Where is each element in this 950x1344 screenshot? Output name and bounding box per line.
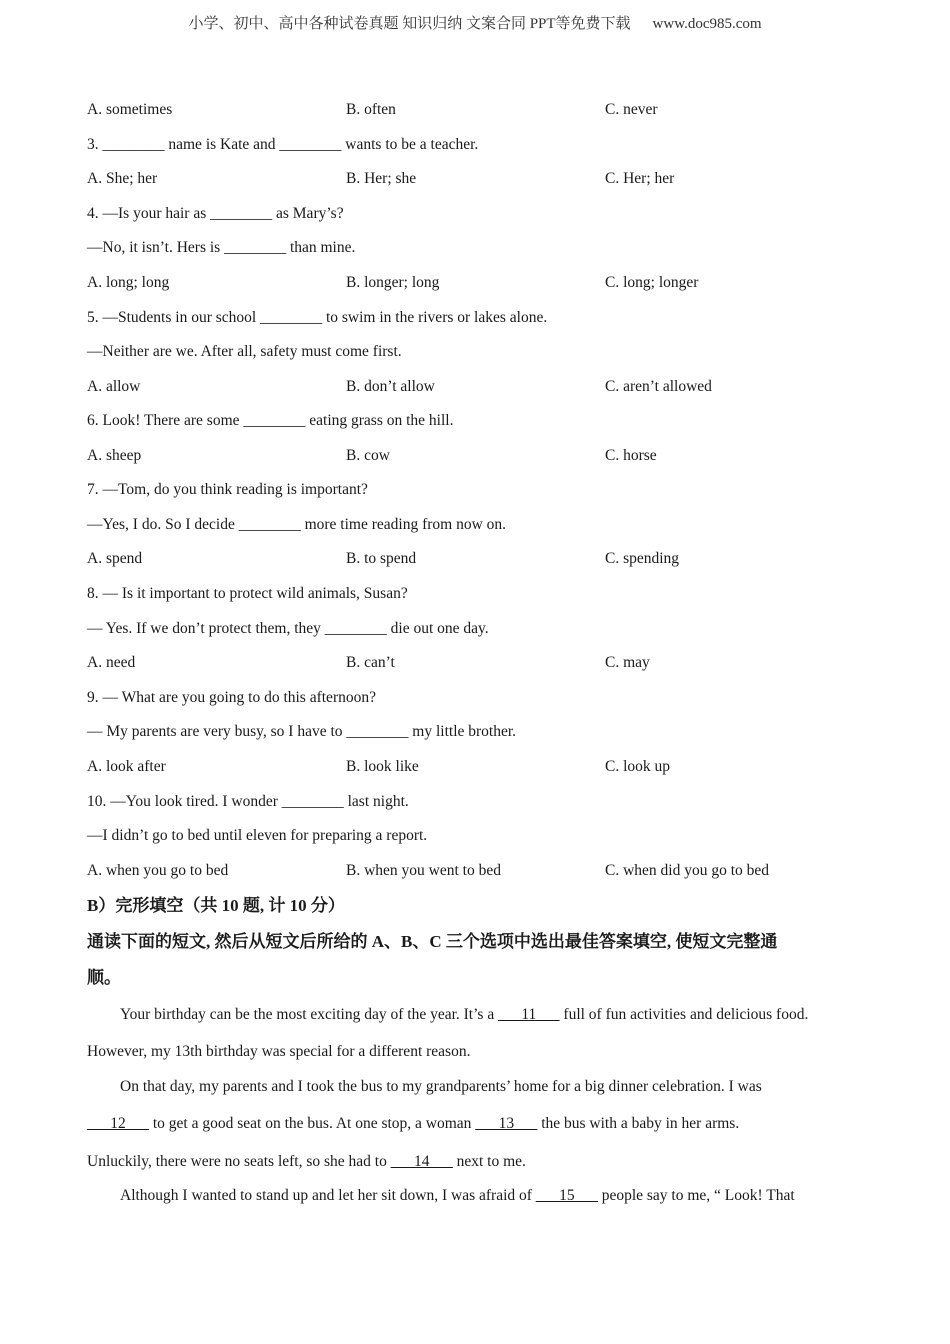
- section-b-instruction-2: 顺。: [87, 968, 121, 987]
- passage-text: Although I wanted to stand up and let her sit down, I was afraid of: [120, 1187, 536, 1204]
- q9-option-a: A. look after: [87, 758, 166, 775]
- q5-option-c: C. aren’t allowed: [605, 378, 712, 395]
- q8-option-c: C. may: [605, 654, 650, 671]
- q3-stem: 3. ________ name is Kate and ________ wants to be a teacher.: [87, 136, 479, 153]
- q8-option-b: B. can’t: [346, 654, 395, 671]
- header-url[interactable]: www.doc985.com: [652, 16, 762, 32]
- passage-line-4: [87, 1114, 739, 1134]
- q7-option-b: B. to spend: [346, 550, 417, 567]
- passage-line-1: [120, 1005, 808, 1025]
- q4-stem: 4. —Is your hair as ________ as Mary’s?: [87, 205, 344, 222]
- q5-option-a: A. allow: [87, 378, 141, 395]
- q10-option-b: B. when you went to bed: [346, 862, 501, 879]
- blank-11: ___11___: [498, 1006, 560, 1023]
- q2-option-c: C. never: [605, 101, 658, 118]
- blank-15: ___15___: [535, 1187, 598, 1204]
- section-b-instruction: 通读下面的短文, 然后从短文后所给的 A、B、C 三个选项中选出最佳答案填空, 使短文完整通: [87, 932, 778, 951]
- q5-option-b: B. don’t allow: [346, 378, 435, 395]
- q8-stem-2: — Yes. If we don’t protect them, they ________ die out one day.: [87, 620, 489, 637]
- q5-stem-2: —Neither are we. After all, safety must come first.: [87, 343, 402, 360]
- q3-option-a: A. She; her: [87, 170, 158, 187]
- q3-option-b: B. Her; she: [346, 170, 417, 187]
- q7-stem-2: —Yes, I do. So I decide ________ more time reading from now on.: [87, 516, 507, 533]
- q9-option-c: C. look up: [605, 758, 671, 775]
- q9-stem: 9. — What are you going to do this afternoon?: [87, 689, 376, 706]
- q10-option-a: A. when you go to bed: [87, 862, 229, 879]
- q8-option-a: A. need: [87, 654, 136, 671]
- page-header: [0, 12, 950, 33]
- section-b-title: B）完形填空（共 10 题, 计 10 分）: [87, 896, 345, 915]
- passage-line-5: [87, 1152, 526, 1172]
- q10-option-c: C. when did you go to bed: [605, 862, 770, 879]
- passage-text: the bus with a baby in her arms.: [537, 1115, 740, 1132]
- blank-14: ___14___: [390, 1153, 453, 1170]
- q10-stem: 10. —You look tired. I wonder ________ last night.: [87, 793, 409, 810]
- q6-option-b: B. cow: [346, 447, 390, 464]
- q6-option-c: C. horse: [605, 447, 657, 464]
- q2-option-a: A. sometimes: [87, 101, 173, 118]
- q4-option-b: B. longer; long: [346, 274, 440, 291]
- q4-option-a: A. long; long: [87, 274, 170, 291]
- q5-stem: 5. —Students in our school ________ to swim in the rivers or lakes alone.: [87, 309, 548, 326]
- passage-text: next to me.: [452, 1153, 526, 1170]
- q3-option-c: C. Her; her: [605, 170, 675, 187]
- q6-stem: 6. Look! There are some ________ eating grass on the hill.: [87, 412, 454, 429]
- blank-12: ___12___: [87, 1115, 149, 1132]
- q9-stem-2: — My parents are very busy, so I have to ________ my little brother.: [87, 723, 517, 740]
- header-title: 小学、初中、高中各种试卷真题 知识归纳 文案合同 PPT等免费下载: [188, 16, 631, 32]
- passage-text: to get a good seat on the bus. At one stop, a woman: [149, 1115, 476, 1132]
- q8-stem: 8. — Is it important to protect wild animals, Susan?: [87, 585, 408, 602]
- q7-option-c: C. spending: [605, 550, 680, 567]
- q2-option-b: B. often: [346, 101, 396, 118]
- q4-option-c: C. long; longer: [605, 274, 699, 291]
- q4-stem-2: —No, it isn’t. Hers is ________ than mine.: [87, 239, 356, 256]
- passage-text: Your birthday can be the most exciting day of the year. It’s a: [120, 1006, 499, 1023]
- blank-13: ___13___: [475, 1115, 538, 1132]
- q9-option-b: B. look like: [346, 758, 419, 775]
- passage-text: people say to me, “ Look! That: [597, 1187, 795, 1204]
- q7-stem: 7. —Tom, do you think reading is important?: [87, 481, 368, 498]
- passage-line-2: However, my 13th birthday was special for a different reason.: [87, 1043, 471, 1060]
- passage-text: Unluckily, there were no seats left, so she had to: [87, 1153, 391, 1170]
- passage-line-6: [120, 1186, 795, 1206]
- passage-text: full of fun activities and delicious food.: [559, 1006, 809, 1023]
- q6-option-a: A. sheep: [87, 447, 142, 464]
- passage-line-3: On that day, my parents and I took the bus to my grandparents’ home for a big dinner celebration. I was: [120, 1078, 762, 1095]
- q10-stem-2: —I didn’t go to bed until eleven for preparing a report.: [87, 827, 428, 844]
- q7-option-a: A. spend: [87, 550, 143, 567]
